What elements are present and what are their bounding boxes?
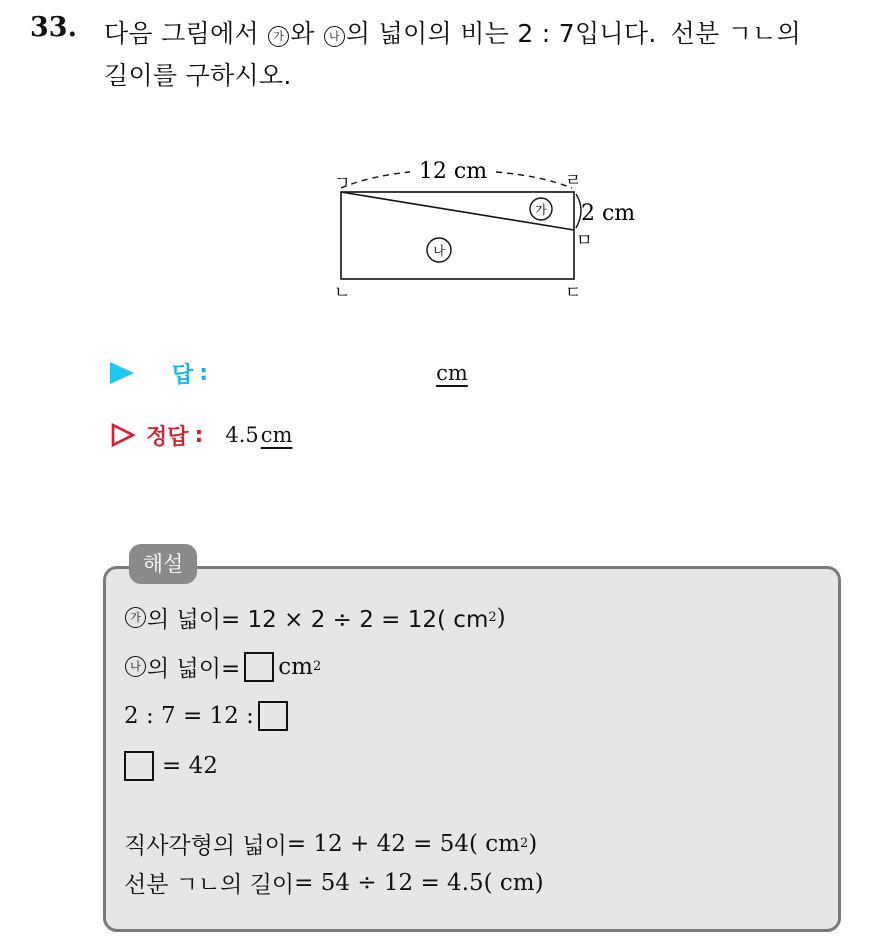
vertex-r-label: ㄹ (565, 171, 582, 191)
rectangle-figure (310, 150, 650, 310)
problem-text-part2: 와 (290, 19, 315, 48)
region-na-label: 나 (433, 244, 445, 258)
correct-answer-unit: cm (260, 423, 293, 447)
solution-line5-text: = 12 + 42 = 54( cm (286, 830, 520, 857)
top-dimension-left (341, 172, 410, 188)
correct-arrow-icon (110, 422, 136, 448)
solution-line5-ko: 직사각형의 넓이 (124, 833, 287, 859)
vertex-g-label: ㄱ (334, 173, 351, 193)
solution-na-mark: 나 (125, 656, 146, 677)
problem-text-line1 (104, 14, 801, 50)
problem-text-part3: 의 넓이의 비는 2 : 7입니다. (345, 19, 657, 48)
problem-number: 33. (30, 12, 77, 43)
vertex-n-label: ㄴ (334, 283, 351, 303)
problem-text-part1: 다음 그림에서 (104, 19, 259, 48)
solution-line-4 (124, 751, 218, 781)
top-dimension-right (496, 172, 572, 188)
region-ga-label: 가 (535, 203, 547, 217)
circled-ga-mark: 가 (268, 26, 289, 47)
correct-answer-value: 4.5 (225, 423, 259, 447)
solution-line2-unit: cm (278, 653, 313, 680)
solution-blank-box-1 (244, 652, 274, 682)
solution-line4-text: = 42 (162, 753, 218, 779)
side-length-label: 2 cm (581, 201, 636, 226)
solution-line-6 (124, 866, 544, 899)
solution-line-5 (124, 827, 537, 860)
solution-blank-box-3 (124, 751, 154, 781)
vertex-m-label: ㅁ (576, 231, 593, 251)
correct-answer-label: 정답 (146, 424, 189, 450)
answer-arrow-icon (110, 362, 134, 384)
solution-line6-ko: 선분 ㄱㄴ의 길이 (124, 872, 295, 898)
solution-line3-text: 2 : 7 = 12 : (124, 703, 254, 729)
vertex-d-label: ㄷ (565, 283, 582, 303)
problem-text-line2: 길이를 구하시오. (104, 61, 292, 90)
solution-line1-end: ) (496, 604, 506, 631)
solution-blank-box-2 (258, 701, 288, 731)
answer-unit: cm (436, 361, 468, 385)
solution-line2-text: 의 넓이= (147, 656, 241, 682)
solution-line2-sup: 2 (312, 659, 322, 674)
solution-line1-sup: 2 (488, 610, 497, 625)
answer-row (110, 353, 468, 393)
correct-answer-row (110, 415, 292, 455)
circled-na-mark: 나 (324, 26, 345, 47)
top-length-label: 12 cm (418, 159, 488, 184)
answer-colon: : (199, 360, 209, 386)
solution-line-2 (124, 650, 321, 683)
solution-tab: 해설 (129, 544, 197, 584)
problem-text-part4: 선분 ㄱㄴ의 (670, 19, 802, 48)
solution-line-3 (124, 701, 288, 731)
solution-line5-sup: 2 (520, 836, 529, 851)
solution-line1-text: 의 넓이= 12 × 2 ÷ 2 = 12( cm (147, 607, 489, 633)
solution-line-1 (124, 601, 506, 634)
correct-answer-colon: : (194, 422, 204, 448)
solution-line6-text: = 54 ÷ 12 = 4.5( cm) (294, 869, 544, 896)
solution-line5-end: ) (528, 830, 538, 857)
solution-ga-mark: 가 (125, 607, 146, 628)
answer-label: 답 (172, 362, 194, 388)
